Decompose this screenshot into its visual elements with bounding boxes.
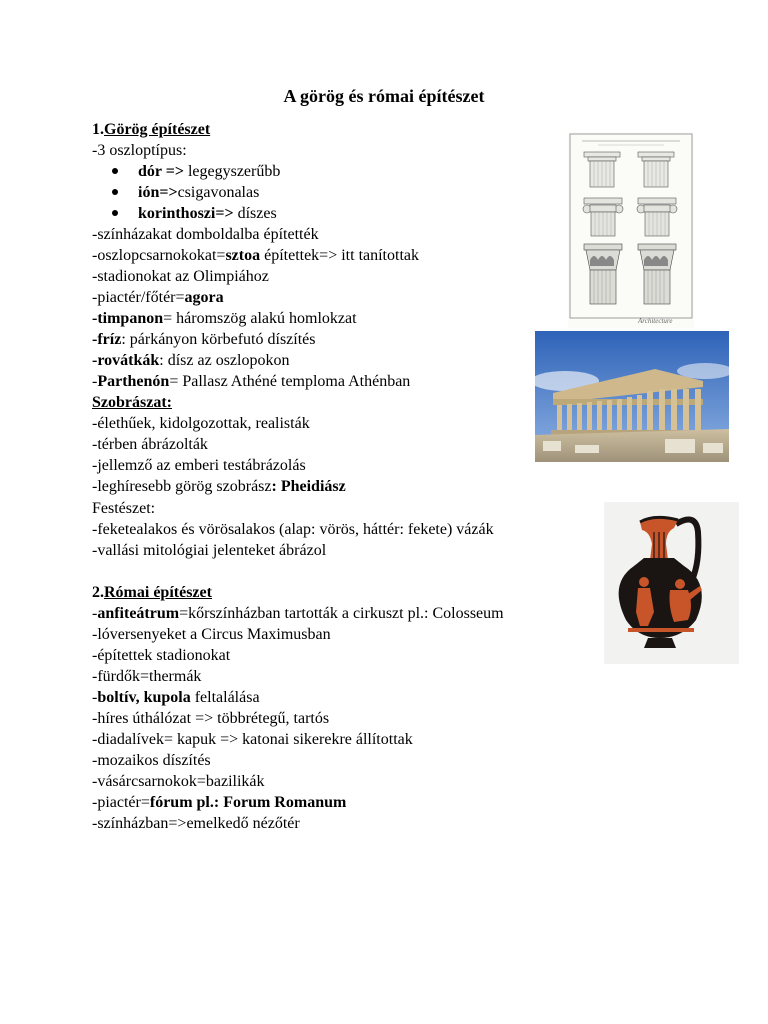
text-line: -vásárcsarnokok=bazilikák: [92, 773, 265, 790]
text-line: -híres úthálózat => többrétegű, tartós: [92, 710, 330, 727]
greek-section: [92, 119, 504, 834]
text-line: -diadalívek= kapuk => katonai sikerekre állítottak: [92, 731, 413, 748]
text-line: -élethűek, kidolgozottak, realisták: [92, 415, 310, 432]
spacer: [92, 561, 504, 582]
text-line: -vallási mitológiai jelenteket ábrázol: [92, 542, 327, 559]
text-line: -jellemző az emberi testábrázolás: [92, 457, 306, 474]
bullet-icon: [112, 168, 118, 174]
column-orders-caption: Architecture: [638, 317, 673, 325]
list-item: korinthoszi=> díszes: [92, 203, 504, 224]
text-line: -építettek stadionokat: [92, 647, 231, 664]
roman-heading: 2.Római építészet: [92, 584, 212, 601]
text-line: -anfiteátrum=kőrszínházban tartották a cirkuszt pl.: Colosseum: [92, 605, 504, 622]
bullet-icon: [112, 210, 118, 216]
text-line: -rovátkák: dísz az oszlopokon: [92, 352, 290, 369]
text-line: -fríz: párkányon körbefutó díszítés: [92, 331, 316, 348]
text-line: -Parthenón= Pallasz Athéné temploma Athénban: [92, 373, 411, 390]
text-line: -fürdők=thermák: [92, 668, 202, 685]
text-line: -oszlopcsarnokokat=sztoa építettek=> itt tanítottak: [92, 247, 419, 264]
greek-heading: 1.Görög építészet: [92, 121, 211, 138]
list-item: ión=>csigavonalas: [92, 182, 504, 203]
column-orders-image: [568, 132, 694, 328]
text-line: -színházakat domboldalba építették: [92, 226, 319, 243]
text-line: -stadionokat az Olimpiához: [92, 268, 269, 285]
red-figure-vase-image: [604, 502, 739, 664]
text-line: -térben ábrázolták: [92, 436, 208, 453]
text-line: -feketealakos és vörösalakos (alap: vörös, háttér: fekete) vázák: [92, 521, 494, 538]
text-line: -színházban=>emelkedő nézőtér: [92, 815, 300, 832]
text-line: -piactér/főtér=agora: [92, 289, 224, 306]
bullet-icon: [112, 189, 118, 195]
text-line: -timpanon= háromszög alakú homlokzat: [92, 310, 357, 327]
list-item: dór => legegyszerűbb: [92, 161, 504, 182]
text-line: -leghíresebb görög szobrász: Pheidiász: [92, 478, 346, 495]
text-line: -mozaikos díszítés: [92, 752, 211, 769]
page-title: A görög és római építészet: [283, 86, 485, 106]
column-types-intro: -3 oszloptípus:: [92, 142, 187, 159]
painting-heading: Festészet:: [92, 500, 156, 517]
parthenon-image: [535, 331, 729, 462]
text-line: -piactér=fórum pl.: Forum Romanum: [92, 794, 347, 811]
text-line: -boltív, kupola feltalálása: [92, 689, 260, 706]
text-line: -lóversenyeket a Circus Maximusban: [92, 626, 331, 643]
sculpture-heading: Szobrászat:: [92, 394, 172, 411]
